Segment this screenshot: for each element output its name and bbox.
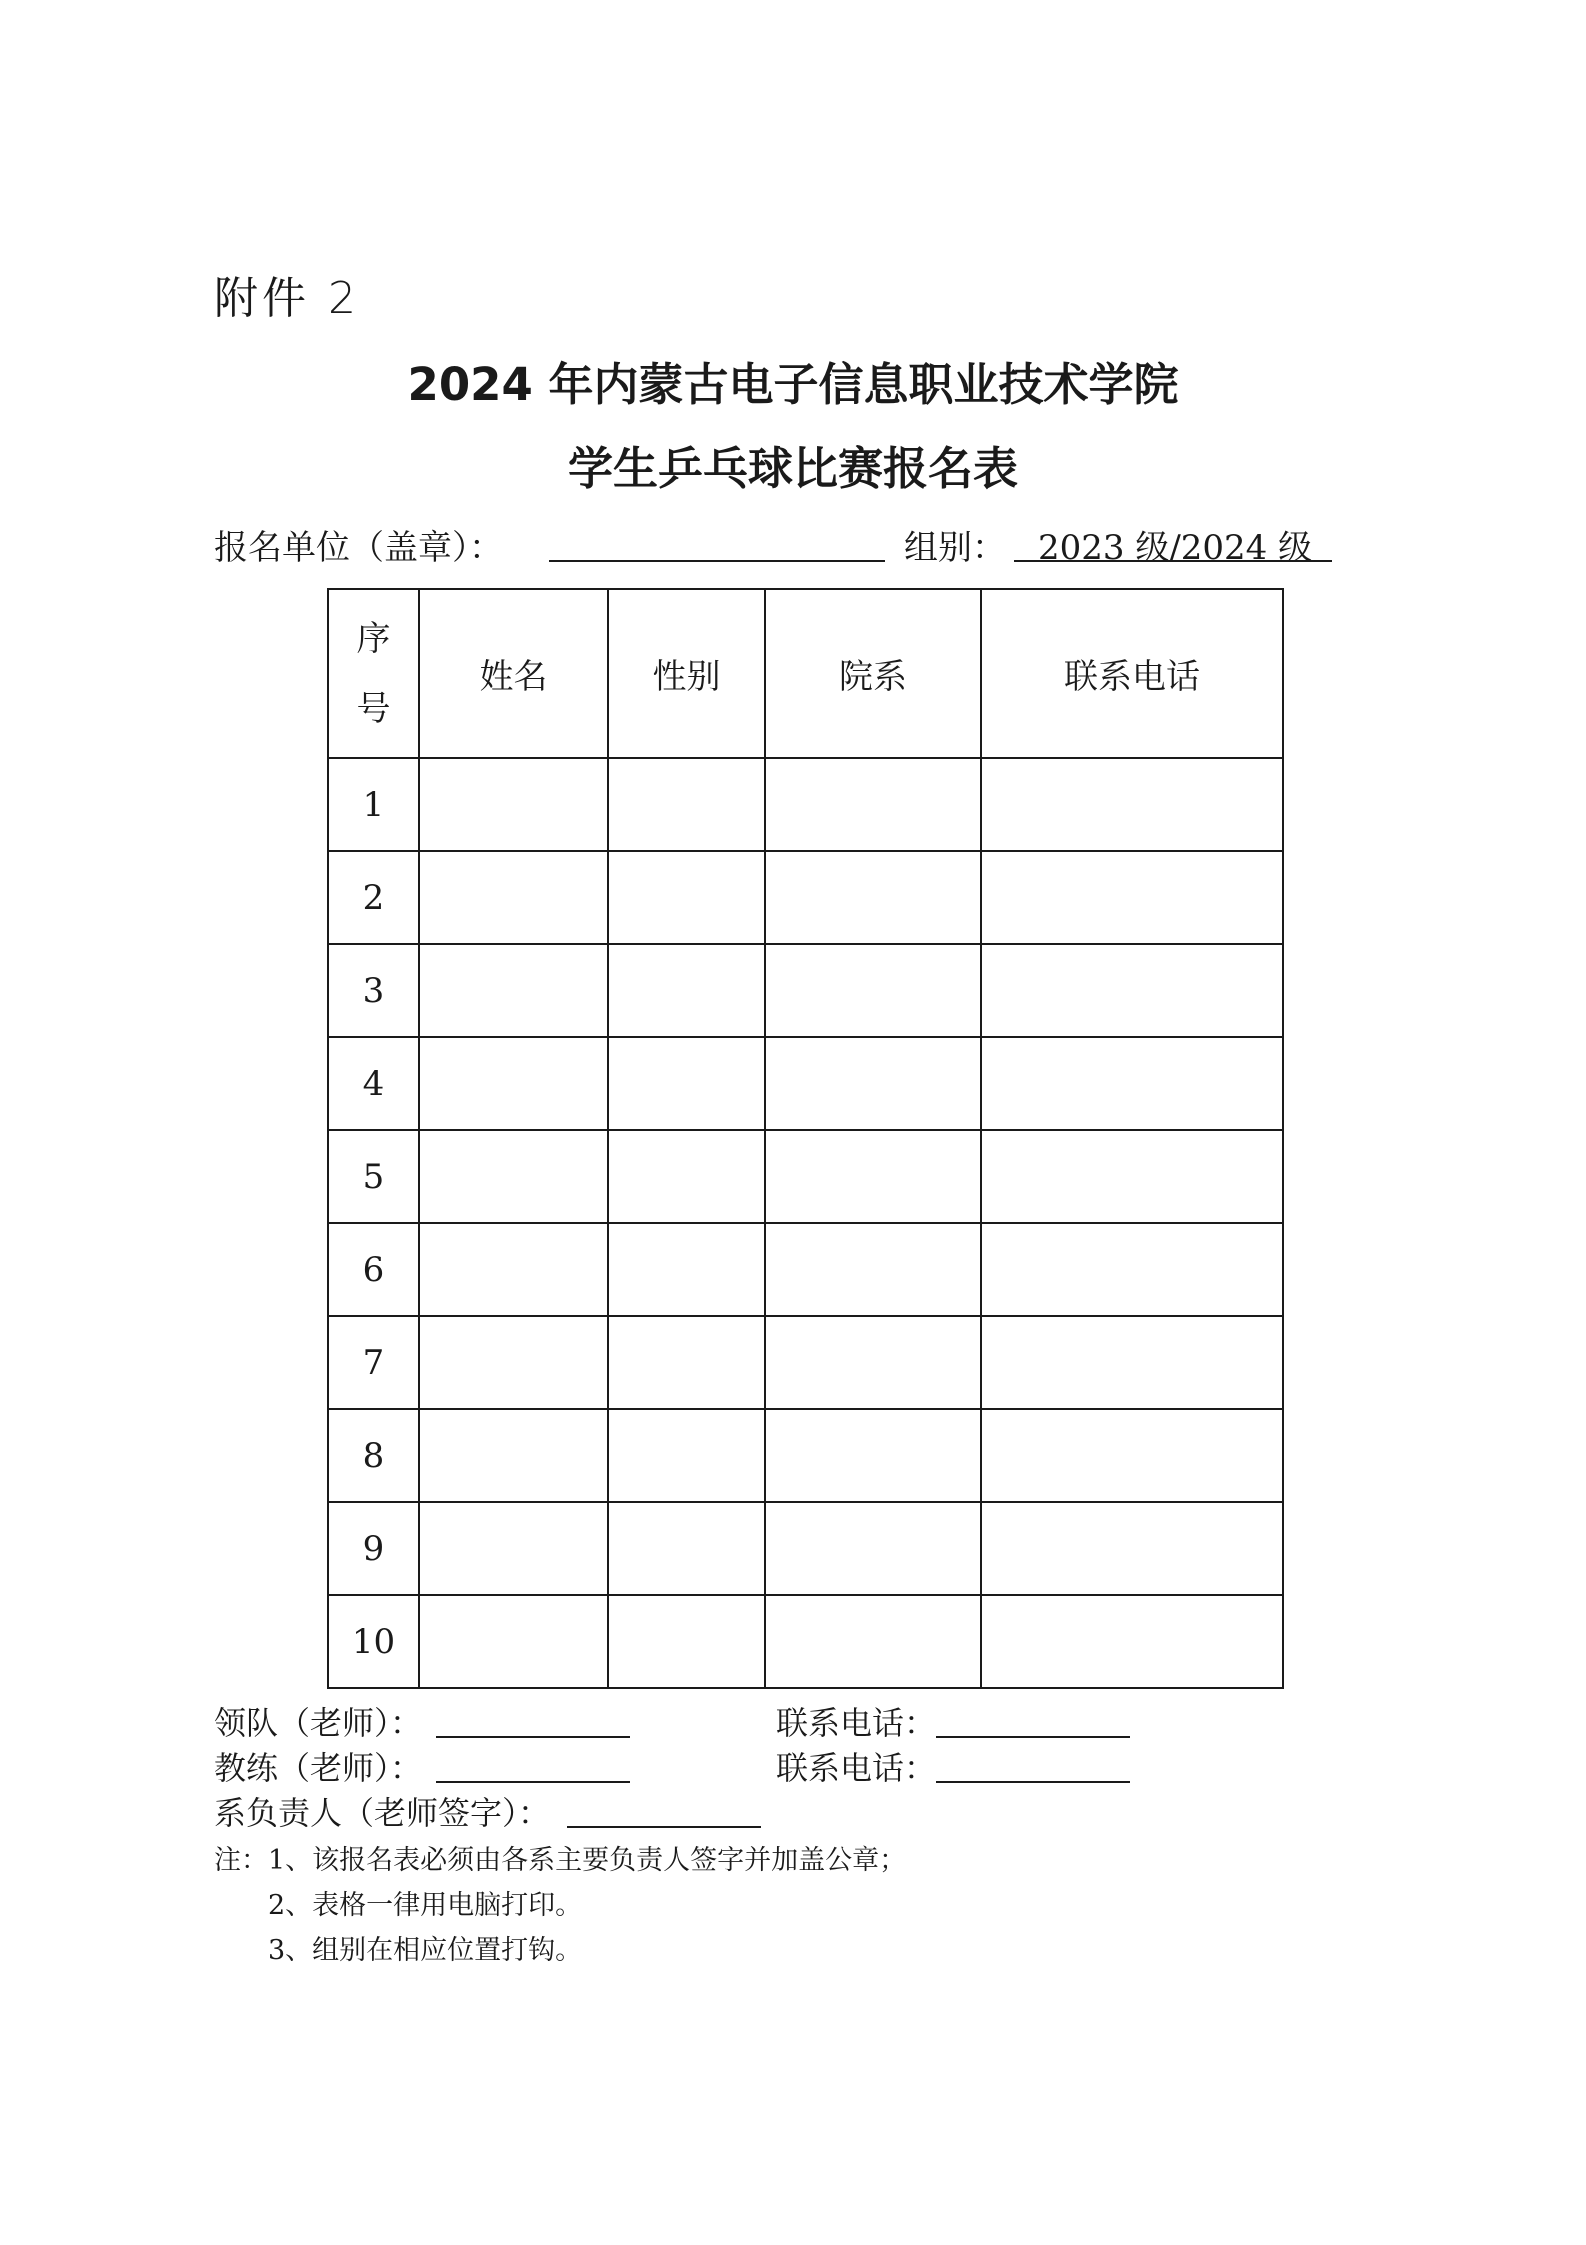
dept-head-blank[interactable] bbox=[567, 1826, 761, 1828]
cell-phone[interactable] bbox=[981, 758, 1283, 851]
note-3: 3、组别在相应位置打钩。 bbox=[268, 1935, 583, 1966]
unit-line bbox=[214, 520, 1344, 568]
cell-seq: 9 bbox=[328, 1502, 419, 1595]
header-name: 姓名 bbox=[419, 589, 608, 758]
coach-phone-label: 联系电话： bbox=[776, 1749, 937, 1787]
cell-name[interactable] bbox=[419, 1223, 608, 1316]
cell-department[interactable] bbox=[765, 851, 981, 944]
note-2: 2、表格一律用电脑打印。 bbox=[268, 1890, 583, 1921]
cell-department[interactable] bbox=[765, 1130, 981, 1223]
coach-phone-blank[interactable] bbox=[936, 1781, 1130, 1783]
cell-phone[interactable] bbox=[981, 1037, 1283, 1130]
table-row bbox=[328, 1502, 1283, 1595]
form-title-line1: 2024 年内蒙古电子信息职业技术学院 bbox=[407, 358, 1179, 411]
cell-seq: 1 bbox=[328, 758, 419, 851]
cell-department[interactable] bbox=[765, 1409, 981, 1502]
form-title-line2: 学生乒乓球比赛报名表 bbox=[567, 442, 1018, 495]
note-1: 注：1、该报名表必须由各系主要负责人签字并加盖公章； bbox=[214, 1845, 907, 1876]
header-department: 院系 bbox=[765, 589, 981, 758]
header-seq-top: 序 bbox=[356, 618, 391, 659]
cell-gender[interactable] bbox=[608, 851, 765, 944]
cell-name[interactable] bbox=[419, 944, 608, 1037]
table-row bbox=[328, 758, 1283, 851]
table-row bbox=[328, 944, 1283, 1037]
table-header-row bbox=[328, 589, 1283, 758]
cell-name[interactable] bbox=[419, 1130, 608, 1223]
cell-phone[interactable] bbox=[981, 1409, 1283, 1502]
cell-phone[interactable] bbox=[981, 1223, 1283, 1316]
cell-phone[interactable] bbox=[981, 851, 1283, 944]
cell-seq: 3 bbox=[328, 944, 419, 1037]
leader-phone-label: 联系电话： bbox=[776, 1704, 937, 1742]
cell-seq: 7 bbox=[328, 1316, 419, 1409]
leader-label: 领队（老师）： bbox=[214, 1704, 423, 1742]
cell-gender[interactable] bbox=[608, 1595, 765, 1688]
group-label: 组别： bbox=[904, 528, 1006, 568]
cell-name[interactable] bbox=[419, 1037, 608, 1130]
cell-gender[interactable] bbox=[608, 1130, 765, 1223]
cell-name[interactable] bbox=[419, 1595, 608, 1688]
cell-gender[interactable] bbox=[608, 758, 765, 851]
leader-phone-blank[interactable] bbox=[936, 1736, 1130, 1738]
coach-label: 教练（老师）： bbox=[214, 1749, 423, 1787]
cell-gender[interactable] bbox=[608, 1037, 765, 1130]
group-value[interactable]: 2023 级/2024 级 bbox=[1038, 528, 1313, 568]
header-seq-bottom: 号 bbox=[356, 688, 391, 729]
dept-head-label: 系负责人（老师签字）： bbox=[214, 1794, 551, 1832]
table-row bbox=[328, 1316, 1283, 1409]
table-row bbox=[328, 1037, 1283, 1130]
coach-blank[interactable] bbox=[436, 1781, 630, 1783]
table-row bbox=[328, 1409, 1283, 1502]
cell-name[interactable] bbox=[419, 1502, 608, 1595]
cell-department[interactable] bbox=[765, 1595, 981, 1688]
cell-gender[interactable] bbox=[608, 1409, 765, 1502]
cell-gender[interactable] bbox=[608, 1502, 765, 1595]
leader-blank[interactable] bbox=[436, 1736, 630, 1738]
table-row bbox=[328, 1223, 1283, 1316]
cell-seq: 2 bbox=[328, 851, 419, 944]
cell-name[interactable] bbox=[419, 1409, 608, 1502]
cell-name[interactable] bbox=[419, 758, 608, 851]
cell-name[interactable] bbox=[419, 851, 608, 944]
cell-seq: 5 bbox=[328, 1130, 419, 1223]
cell-seq: 10 bbox=[328, 1595, 419, 1688]
cell-seq: 8 bbox=[328, 1409, 419, 1502]
table-row bbox=[328, 1130, 1283, 1223]
registration-table bbox=[327, 588, 1284, 1689]
cell-department[interactable] bbox=[765, 1316, 981, 1409]
cell-name[interactable] bbox=[419, 1316, 608, 1409]
cell-phone[interactable] bbox=[981, 1316, 1283, 1409]
cell-phone[interactable] bbox=[981, 1502, 1283, 1595]
unit-blank[interactable] bbox=[549, 560, 885, 562]
cell-gender[interactable] bbox=[608, 1223, 765, 1316]
cell-phone[interactable] bbox=[981, 1130, 1283, 1223]
cell-department[interactable] bbox=[765, 758, 981, 851]
cell-seq: 4 bbox=[328, 1037, 419, 1130]
cell-seq: 6 bbox=[328, 1223, 419, 1316]
header-phone: 联系电话 bbox=[981, 589, 1283, 758]
header-gender: 性别 bbox=[608, 589, 765, 758]
cell-department[interactable] bbox=[765, 944, 981, 1037]
cell-gender[interactable] bbox=[608, 1316, 765, 1409]
unit-label: 报名单位（盖章）： bbox=[214, 528, 503, 568]
cell-phone[interactable] bbox=[981, 1595, 1283, 1688]
cell-department[interactable] bbox=[765, 1037, 981, 1130]
attachment-label: 附件 2 bbox=[214, 273, 360, 324]
cell-department[interactable] bbox=[765, 1502, 981, 1595]
table-row bbox=[328, 851, 1283, 944]
table-row bbox=[328, 1595, 1283, 1688]
cell-gender[interactable] bbox=[608, 944, 765, 1037]
header-seq bbox=[328, 589, 419, 758]
cell-phone[interactable] bbox=[981, 944, 1283, 1037]
cell-department[interactable] bbox=[765, 1223, 981, 1316]
